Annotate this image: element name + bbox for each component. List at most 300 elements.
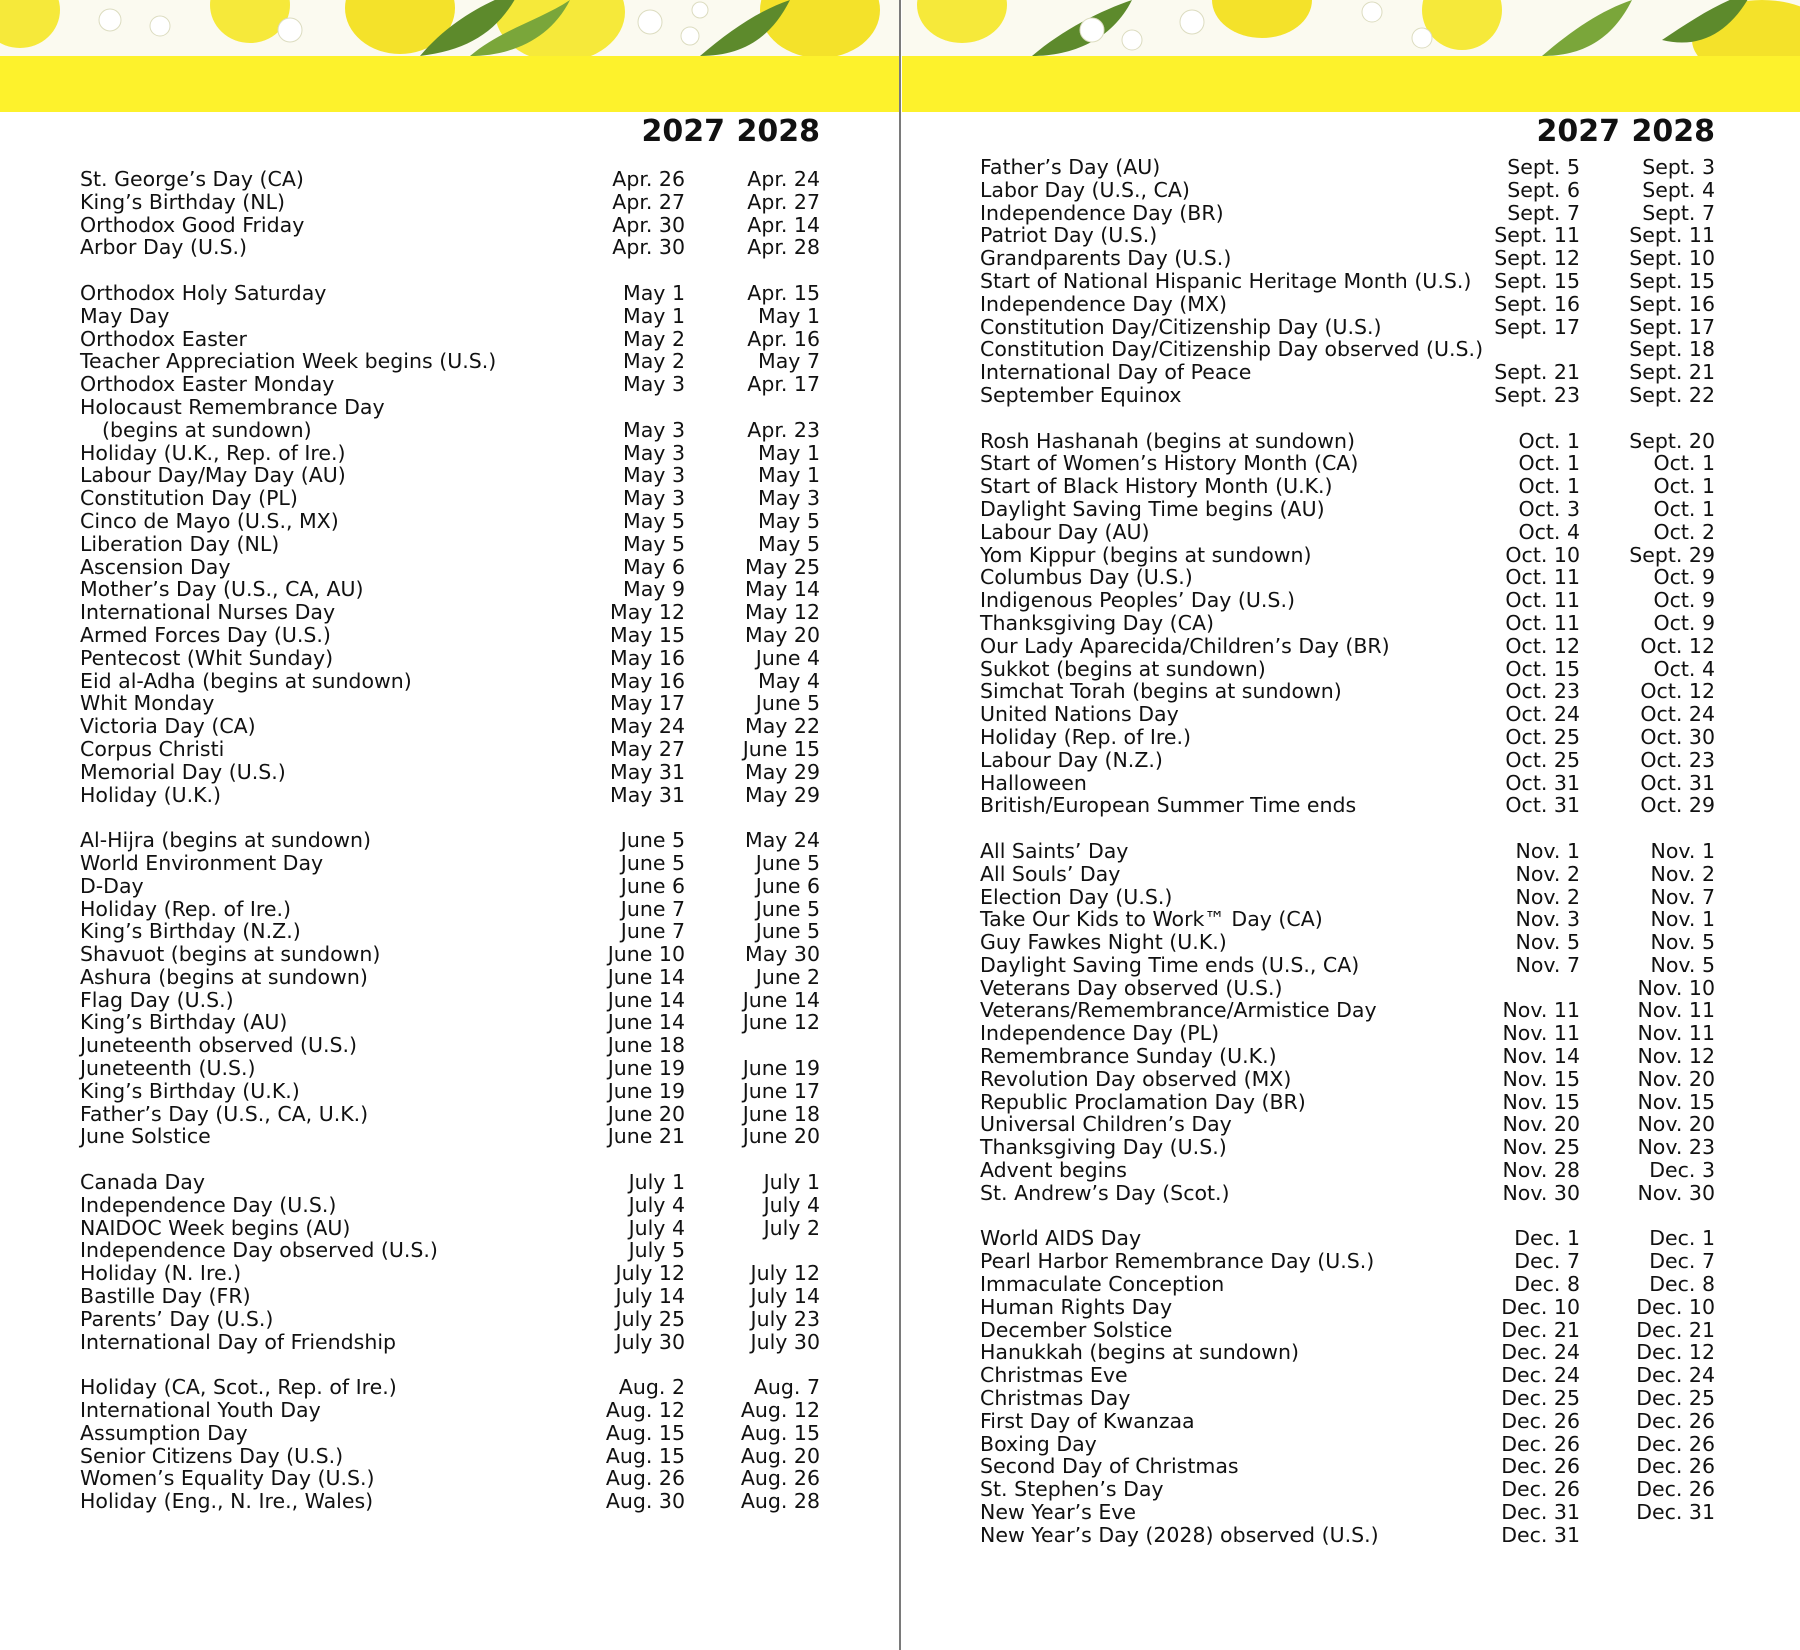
date-2027: Dec. 8 bbox=[1514, 1272, 1580, 1297]
date-2027: June 7 bbox=[620, 919, 685, 944]
holiday-row bbox=[80, 1376, 820, 1399]
date-2028: Dec. 26 bbox=[1636, 1454, 1715, 1479]
holiday-row bbox=[80, 943, 820, 966]
date-2027: May 3 bbox=[623, 463, 685, 488]
date-2027: July 4 bbox=[628, 1192, 685, 1217]
date-2027: May 3 bbox=[623, 486, 685, 511]
holiday-row bbox=[980, 544, 1715, 567]
holiday-name: Simchat Torah (begins at sundown) bbox=[980, 679, 1342, 704]
date-2028: May 22 bbox=[745, 714, 820, 739]
holiday-name: Independence Day (PL) bbox=[980, 1021, 1220, 1046]
year-header bbox=[80, 112, 820, 162]
date-2027: Dec. 31 bbox=[1501, 1522, 1580, 1547]
date-2028: Nov. 5 bbox=[1650, 952, 1715, 977]
holiday-row bbox=[80, 1445, 820, 1468]
date-2027: Nov. 2 bbox=[1515, 861, 1580, 886]
date-2028: Nov. 11 bbox=[1637, 998, 1715, 1023]
date-2028: Dec. 7 bbox=[1649, 1249, 1715, 1274]
date-2027: Nov. 15 bbox=[1502, 1066, 1580, 1091]
date-2028: May 5 bbox=[758, 508, 820, 533]
holiday-row bbox=[980, 1113, 1715, 1136]
date-2027: June 18 bbox=[607, 1033, 685, 1058]
date-2028: June 18 bbox=[742, 1101, 820, 1126]
date-2028: Oct. 12 bbox=[1640, 679, 1715, 704]
holiday-row bbox=[980, 224, 1715, 247]
date-2027: May 16 bbox=[610, 668, 685, 693]
date-2028: Sept. 4 bbox=[1642, 177, 1715, 202]
date-2027: Nov. 15 bbox=[1502, 1089, 1580, 1114]
holiday-row bbox=[80, 989, 820, 1012]
date-2028: June 5 bbox=[755, 850, 820, 875]
holiday-row bbox=[980, 1091, 1715, 1114]
holiday-row bbox=[80, 1057, 820, 1080]
holiday-name: Independence Day (BR) bbox=[980, 200, 1224, 225]
holiday-row bbox=[80, 236, 820, 259]
date-2028: Dec. 10 bbox=[1636, 1294, 1715, 1319]
holiday-row bbox=[80, 875, 820, 898]
holiday-name: Halloween bbox=[980, 770, 1087, 795]
holiday-name: Women’s Equality Day (U.S.) bbox=[80, 1466, 375, 1491]
date-2027: Oct. 1 bbox=[1518, 474, 1580, 499]
holiday-name: Holiday (U.K., Rep. of Ire.) bbox=[80, 440, 346, 465]
date-2028: Apr. 28 bbox=[747, 235, 820, 260]
date-2028: Apr. 23 bbox=[747, 417, 820, 442]
holiday-group bbox=[80, 1376, 820, 1513]
holiday-name: Corpus Christi bbox=[80, 736, 225, 761]
holiday-row bbox=[980, 430, 1715, 453]
holiday-name: Start of National Hispanic Heritage Month (U.S.) bbox=[980, 268, 1472, 293]
date-2027: Apr. 30 bbox=[612, 235, 685, 260]
holiday-group bbox=[980, 840, 1715, 1205]
date-2027: Oct. 31 bbox=[1505, 770, 1580, 795]
holiday-name: Shavuot (begins at sundown) bbox=[80, 942, 381, 967]
date-2027: Oct. 11 bbox=[1505, 610, 1580, 635]
holiday-row bbox=[980, 521, 1715, 544]
holiday-name: Second Day of Christmas bbox=[980, 1454, 1239, 1479]
holiday-row bbox=[980, 658, 1715, 681]
holiday-row bbox=[80, 966, 820, 989]
date-2027: Oct. 10 bbox=[1505, 542, 1580, 567]
holiday-row bbox=[980, 1341, 1715, 1364]
holiday-name: St. George’s Day (CA) bbox=[80, 167, 304, 191]
holiday-row bbox=[980, 1159, 1715, 1182]
date-2028: Nov. 1 bbox=[1650, 907, 1715, 932]
holiday-row bbox=[980, 1433, 1715, 1456]
date-2027: May 3 bbox=[623, 440, 685, 465]
date-2027: Dec. 10 bbox=[1501, 1294, 1580, 1319]
holiday-row bbox=[80, 442, 820, 465]
date-2027: Sept. 16 bbox=[1494, 291, 1580, 316]
date-2028: Nov. 15 bbox=[1637, 1089, 1715, 1114]
date-2028: May 29 bbox=[745, 759, 820, 784]
holiday-row bbox=[80, 1399, 820, 1422]
date-2027: June 14 bbox=[607, 1010, 685, 1035]
holiday-row bbox=[80, 920, 820, 943]
holiday-row bbox=[980, 1250, 1715, 1273]
holiday-name: Independence Day (MX) bbox=[980, 291, 1228, 316]
date-2028: Aug. 28 bbox=[740, 1489, 820, 1514]
holiday-name: Pearl Harbor Remembrance Day (U.S.) bbox=[980, 1249, 1375, 1274]
holiday-name: Holiday (Eng., N. Ire., Wales) bbox=[80, 1489, 374, 1514]
date-2027: Dec. 26 bbox=[1501, 1454, 1580, 1479]
date-2027: July 25 bbox=[615, 1306, 685, 1331]
date-2028: Oct. 2 bbox=[1653, 519, 1715, 544]
holiday-row bbox=[980, 589, 1715, 612]
holiday-name: All Souls’ Day bbox=[980, 861, 1121, 886]
holiday-name: Thanksgiving Day (U.S.) bbox=[980, 1135, 1227, 1160]
holiday-row bbox=[980, 1410, 1715, 1433]
holiday-row bbox=[980, 1068, 1715, 1091]
date-2028: Oct. 1 bbox=[1653, 474, 1715, 499]
holiday-row bbox=[980, 1364, 1715, 1387]
holiday-row bbox=[980, 293, 1715, 316]
holiday-row bbox=[80, 1125, 820, 1148]
holiday-name: New Year’s Day (2028) observed (U.S.) bbox=[980, 1522, 1379, 1547]
date-2028: July 2 bbox=[763, 1215, 820, 1240]
holiday-name: Constitution Day/Citizenship Day (U.S.) bbox=[980, 314, 1382, 339]
date-2028: Nov. 2 bbox=[1650, 861, 1715, 886]
holiday-name: Yom Kippur (begins at sundown) bbox=[980, 542, 1312, 567]
holiday-row bbox=[980, 475, 1715, 498]
holiday-name: Rosh Hashanah (begins at sundown) bbox=[980, 428, 1355, 453]
holiday-name: Ashura (begins at sundown) bbox=[80, 964, 368, 989]
holiday-list bbox=[80, 168, 820, 1536]
date-2028: June 2 bbox=[755, 964, 820, 989]
holiday-group bbox=[80, 1171, 820, 1353]
date-2028: Oct. 9 bbox=[1653, 565, 1715, 590]
date-2027: May 3 bbox=[623, 372, 685, 397]
year-2027-header: 2027 bbox=[1536, 114, 1620, 149]
date-2028: May 14 bbox=[745, 577, 820, 602]
date-2028: Apr. 24 bbox=[747, 167, 820, 191]
holiday-row bbox=[80, 761, 820, 784]
date-2028: Nov. 1 bbox=[1650, 838, 1715, 863]
date-2028: June 6 bbox=[755, 873, 820, 898]
date-2028: July 4 bbox=[763, 1192, 820, 1217]
holiday-group bbox=[80, 829, 820, 1148]
year-2028-header: 2028 bbox=[736, 114, 820, 149]
holiday-row bbox=[80, 624, 820, 647]
date-2028: Nov. 20 bbox=[1637, 1112, 1715, 1137]
holiday-row bbox=[980, 498, 1715, 521]
holiday-name: (begins at sundown) bbox=[102, 417, 312, 442]
holiday-row bbox=[80, 738, 820, 761]
date-2027: June 7 bbox=[620, 896, 685, 921]
date-2027: Aug. 15 bbox=[605, 1420, 685, 1445]
date-2028: Sept. 10 bbox=[1629, 246, 1715, 271]
holiday-row bbox=[980, 566, 1715, 589]
yellow-band bbox=[902, 56, 1800, 112]
date-2028: Nov. 23 bbox=[1637, 1135, 1715, 1160]
holiday-row bbox=[980, 1045, 1715, 1068]
holiday-row bbox=[980, 202, 1715, 225]
date-2028: June 5 bbox=[755, 896, 820, 921]
holiday-name: September Equinox bbox=[980, 382, 1182, 407]
date-2027: July 5 bbox=[628, 1238, 685, 1263]
holiday-name: Constitution Day (PL) bbox=[80, 486, 298, 511]
date-2028: May 7 bbox=[758, 349, 820, 374]
date-2027: Oct. 15 bbox=[1505, 656, 1580, 681]
date-2027: May 5 bbox=[623, 531, 685, 556]
holiday-name: Start of Black History Month (U.K.) bbox=[980, 474, 1333, 499]
date-2028: May 29 bbox=[745, 782, 820, 807]
holiday-name: First Day of Kwanzaa bbox=[980, 1408, 1195, 1433]
yellow-band bbox=[0, 56, 900, 112]
date-2028: Nov. 30 bbox=[1637, 1180, 1715, 1205]
holiday-row bbox=[80, 1262, 820, 1285]
date-2027: July 30 bbox=[615, 1329, 685, 1354]
holiday-row bbox=[80, 1467, 820, 1490]
date-2027: Oct. 23 bbox=[1505, 679, 1580, 704]
holiday-name: Holiday (U.K.) bbox=[80, 782, 222, 807]
date-2027: Dec. 7 bbox=[1514, 1249, 1580, 1274]
date-2027: Oct. 4 bbox=[1518, 519, 1580, 544]
date-2028: Nov. 10 bbox=[1637, 975, 1715, 1000]
holiday-row bbox=[80, 419, 820, 442]
holiday-row bbox=[80, 1422, 820, 1445]
date-2027: Oct. 12 bbox=[1505, 633, 1580, 658]
holiday-row bbox=[980, 840, 1715, 863]
date-2027: Nov. 20 bbox=[1502, 1112, 1580, 1137]
date-2027: July 4 bbox=[628, 1215, 685, 1240]
date-2028: Dec. 26 bbox=[1636, 1477, 1715, 1502]
holiday-name: Arbor Day (U.S.) bbox=[80, 235, 247, 260]
date-2028: Nov. 20 bbox=[1637, 1066, 1715, 1091]
holiday-row bbox=[980, 156, 1715, 179]
holiday-name: Revolution Day observed (MX) bbox=[980, 1066, 1292, 1091]
date-2028: Oct. 29 bbox=[1640, 793, 1715, 818]
holiday-name: St. Andrew’s Day (Scot.) bbox=[980, 1180, 1230, 1205]
holiday-name: Orthodox Easter Monday bbox=[80, 372, 335, 397]
date-2027: Dec. 31 bbox=[1501, 1500, 1580, 1525]
date-2028: Apr. 27 bbox=[747, 189, 820, 214]
holiday-name: Hanukkah (begins at sundown) bbox=[980, 1340, 1300, 1365]
holiday-row bbox=[80, 601, 820, 624]
holiday-name: Start of Women’s History Month (CA) bbox=[980, 451, 1359, 476]
lemon-illustration bbox=[0, 0, 900, 56]
holiday-name: Whit Monday bbox=[80, 691, 215, 716]
holiday-name: Canada Day bbox=[80, 1170, 206, 1195]
holiday-name: Patriot Day (U.S.) bbox=[980, 223, 1158, 248]
holiday-name: Al-Hijra (begins at sundown) bbox=[80, 828, 372, 853]
holiday-row bbox=[80, 556, 820, 579]
date-2027: Oct. 31 bbox=[1505, 793, 1580, 818]
holiday-name: Assumption Day bbox=[80, 1420, 248, 1445]
date-2027: Aug. 26 bbox=[605, 1466, 685, 1491]
holiday-name: Boxing Day bbox=[980, 1431, 1097, 1456]
holiday-name: United Nations Day bbox=[980, 702, 1179, 727]
holiday-name: International Youth Day bbox=[80, 1398, 321, 1423]
holiday-name: Armed Forces Day (U.S.) bbox=[80, 622, 331, 647]
date-2027: May 9 bbox=[623, 577, 685, 602]
holiday-row bbox=[980, 749, 1715, 772]
holiday-row bbox=[80, 1331, 820, 1354]
date-2028: May 5 bbox=[758, 531, 820, 556]
date-2027: Dec. 25 bbox=[1501, 1386, 1580, 1411]
holiday-row bbox=[80, 1011, 820, 1034]
date-2028: Aug. 26 bbox=[740, 1466, 820, 1491]
date-2028: Sept. 18 bbox=[1629, 337, 1715, 362]
holiday-name: NAIDOC Week begins (AU) bbox=[80, 1215, 351, 1240]
holiday-name: World Environment Day bbox=[80, 850, 324, 875]
holiday-row bbox=[980, 977, 1715, 1000]
date-2027: Oct. 25 bbox=[1505, 724, 1580, 749]
holiday-row bbox=[980, 635, 1715, 658]
holiday-name: Father’s Day (AU) bbox=[980, 155, 1161, 179]
holiday-row bbox=[980, 1524, 1715, 1547]
holiday-row bbox=[80, 715, 820, 738]
date-2027: Dec. 24 bbox=[1501, 1340, 1580, 1365]
date-2028: Oct. 4 bbox=[1653, 656, 1715, 681]
holiday-name: Mother’s Day (U.S., CA, AU) bbox=[80, 577, 364, 602]
holiday-row bbox=[980, 1296, 1715, 1319]
holiday-row bbox=[980, 1478, 1715, 1501]
holiday-row bbox=[80, 350, 820, 373]
date-2028: May 30 bbox=[745, 942, 820, 967]
date-2027: Sept. 15 bbox=[1494, 268, 1580, 293]
holiday-row bbox=[980, 1136, 1715, 1159]
holiday-row bbox=[980, 794, 1715, 817]
date-2027: June 14 bbox=[607, 964, 685, 989]
holiday-name: Daylight Saving Time ends (U.S., CA) bbox=[980, 952, 1360, 977]
date-2028: Dec. 26 bbox=[1636, 1431, 1715, 1456]
date-2028: July 12 bbox=[750, 1261, 820, 1286]
date-2027: Nov. 14 bbox=[1502, 1044, 1580, 1069]
date-2027: May 12 bbox=[610, 600, 685, 625]
date-2027: Dec. 26 bbox=[1501, 1477, 1580, 1502]
date-2028: Apr. 17 bbox=[747, 372, 820, 397]
holiday-group bbox=[980, 430, 1715, 818]
holiday-name: Eid al-Adha (begins at sundown) bbox=[80, 668, 412, 693]
holiday-name: Indigenous Peoples’ Day (U.S.) bbox=[980, 588, 1295, 613]
holiday-row bbox=[980, 772, 1715, 795]
holiday-name: Holiday (Rep. of Ire.) bbox=[980, 724, 1191, 749]
date-2027: Nov. 1 bbox=[1515, 838, 1580, 863]
date-2027: July 14 bbox=[615, 1284, 685, 1309]
date-2028: Sept. 15 bbox=[1629, 268, 1715, 293]
date-2027: Sept. 23 bbox=[1494, 382, 1580, 407]
holiday-row bbox=[80, 464, 820, 487]
date-2027: Nov. 5 bbox=[1515, 930, 1580, 955]
date-2027: May 17 bbox=[610, 691, 685, 716]
date-2028: June 17 bbox=[742, 1078, 820, 1103]
holiday-name: Independence Day (U.S.) bbox=[80, 1192, 337, 1217]
holiday-name: International Nurses Day bbox=[80, 600, 336, 625]
holiday-name: King’s Birthday (AU) bbox=[80, 1010, 288, 1035]
holiday-name: Memorial Day (U.S.) bbox=[80, 759, 286, 784]
date-2028: Sept. 7 bbox=[1642, 200, 1715, 225]
date-2028: July 30 bbox=[750, 1329, 820, 1354]
holiday-row bbox=[80, 692, 820, 715]
date-2028: Oct. 9 bbox=[1653, 610, 1715, 635]
holiday-row bbox=[80, 282, 820, 305]
date-2027: Sept. 6 bbox=[1507, 177, 1580, 202]
holiday-name: Labour Day/May Day (AU) bbox=[80, 463, 346, 488]
date-2027: June 5 bbox=[620, 828, 685, 853]
holiday-row bbox=[80, 898, 820, 921]
holiday-group bbox=[980, 1227, 1715, 1546]
date-2027: Nov. 30 bbox=[1502, 1180, 1580, 1205]
holiday-row bbox=[80, 373, 820, 396]
holiday-row bbox=[980, 1501, 1715, 1524]
holiday-row bbox=[80, 487, 820, 510]
holiday-name: King’s Birthday (NL) bbox=[80, 189, 286, 214]
holiday-name: Labour Day (AU) bbox=[980, 519, 1150, 544]
holiday-name: International Day of Peace bbox=[980, 360, 1252, 385]
date-2028: May 20 bbox=[745, 622, 820, 647]
date-2028: Oct. 1 bbox=[1653, 451, 1715, 476]
holiday-name: All Saints’ Day bbox=[980, 838, 1129, 863]
holiday-name: Constitution Day/Citizenship Day observed (U.S.) bbox=[980, 337, 1484, 362]
date-2028: Nov. 5 bbox=[1650, 930, 1715, 955]
date-2027: Oct. 11 bbox=[1505, 588, 1580, 613]
date-2027: May 24 bbox=[610, 714, 685, 739]
lemon-banner-left bbox=[0, 0, 900, 112]
holiday-name: World AIDS Day bbox=[980, 1226, 1142, 1251]
holiday-row bbox=[980, 1022, 1715, 1045]
holiday-row bbox=[980, 726, 1715, 749]
holiday-name: Veterans/Remembrance/Armistice Day bbox=[980, 998, 1377, 1023]
date-2028: Dec. 3 bbox=[1649, 1158, 1715, 1183]
holiday-name: Pentecost (Whit Sunday) bbox=[80, 645, 334, 670]
date-2027: Apr. 26 bbox=[612, 167, 685, 191]
date-2028: Oct. 30 bbox=[1640, 724, 1715, 749]
date-2028: Oct. 23 bbox=[1640, 747, 1715, 772]
holiday-row bbox=[80, 510, 820, 533]
date-2028: Nov. 7 bbox=[1650, 884, 1715, 909]
holiday-name: Juneteenth (U.S.) bbox=[80, 1056, 256, 1081]
holiday-row bbox=[980, 338, 1715, 361]
holiday-name: Veterans Day observed (U.S.) bbox=[980, 975, 1283, 1000]
date-2028: Sept. 22 bbox=[1629, 382, 1715, 407]
date-2027: Dec. 26 bbox=[1501, 1408, 1580, 1433]
holiday-row bbox=[980, 384, 1715, 407]
holiday-name: Labor Day (U.S., CA) bbox=[980, 177, 1190, 202]
date-2027: Nov. 7 bbox=[1515, 952, 1580, 977]
date-2028: Aug. 15 bbox=[740, 1420, 820, 1445]
date-2027: May 5 bbox=[623, 508, 685, 533]
date-2028: Dec. 12 bbox=[1636, 1340, 1715, 1365]
holiday-row bbox=[980, 361, 1715, 384]
date-2028: Oct. 1 bbox=[1653, 496, 1715, 521]
holiday-name: Republic Proclamation Day (BR) bbox=[980, 1089, 1306, 1114]
holiday-name: Christmas Day bbox=[980, 1386, 1131, 1411]
date-2028: June 12 bbox=[742, 1010, 820, 1035]
holiday-name: Independence Day observed (U.S.) bbox=[80, 1238, 438, 1263]
holiday-name: Father’s Day (U.S., CA, U.K.) bbox=[80, 1101, 369, 1126]
date-2027: Oct. 25 bbox=[1505, 747, 1580, 772]
date-2027: Nov. 11 bbox=[1502, 1021, 1580, 1046]
holiday-name: Daylight Saving Time begins (AU) bbox=[980, 496, 1325, 521]
date-2027: Aug. 12 bbox=[605, 1398, 685, 1423]
holiday-name: New Year’s Eve bbox=[980, 1500, 1137, 1525]
page-divider bbox=[899, 0, 901, 1650]
holiday-row bbox=[980, 270, 1715, 293]
date-2027: June 10 bbox=[607, 942, 685, 967]
holiday-row bbox=[80, 1490, 820, 1513]
date-2027: June 19 bbox=[607, 1078, 685, 1103]
holiday-name: Immaculate Conception bbox=[980, 1272, 1225, 1297]
date-2028: June 5 bbox=[755, 691, 820, 716]
holiday-name: May Day bbox=[80, 303, 170, 328]
holiday-name: King’s Birthday (N.Z.) bbox=[80, 919, 301, 944]
date-2027: Nov. 25 bbox=[1502, 1135, 1580, 1160]
holiday-name: Thanksgiving Day (CA) bbox=[980, 610, 1215, 635]
date-2028: Sept. 29 bbox=[1629, 542, 1715, 567]
date-2027: Aug. 2 bbox=[618, 1375, 685, 1400]
holiday-row bbox=[80, 647, 820, 670]
date-2028: Dec. 25 bbox=[1636, 1386, 1715, 1411]
